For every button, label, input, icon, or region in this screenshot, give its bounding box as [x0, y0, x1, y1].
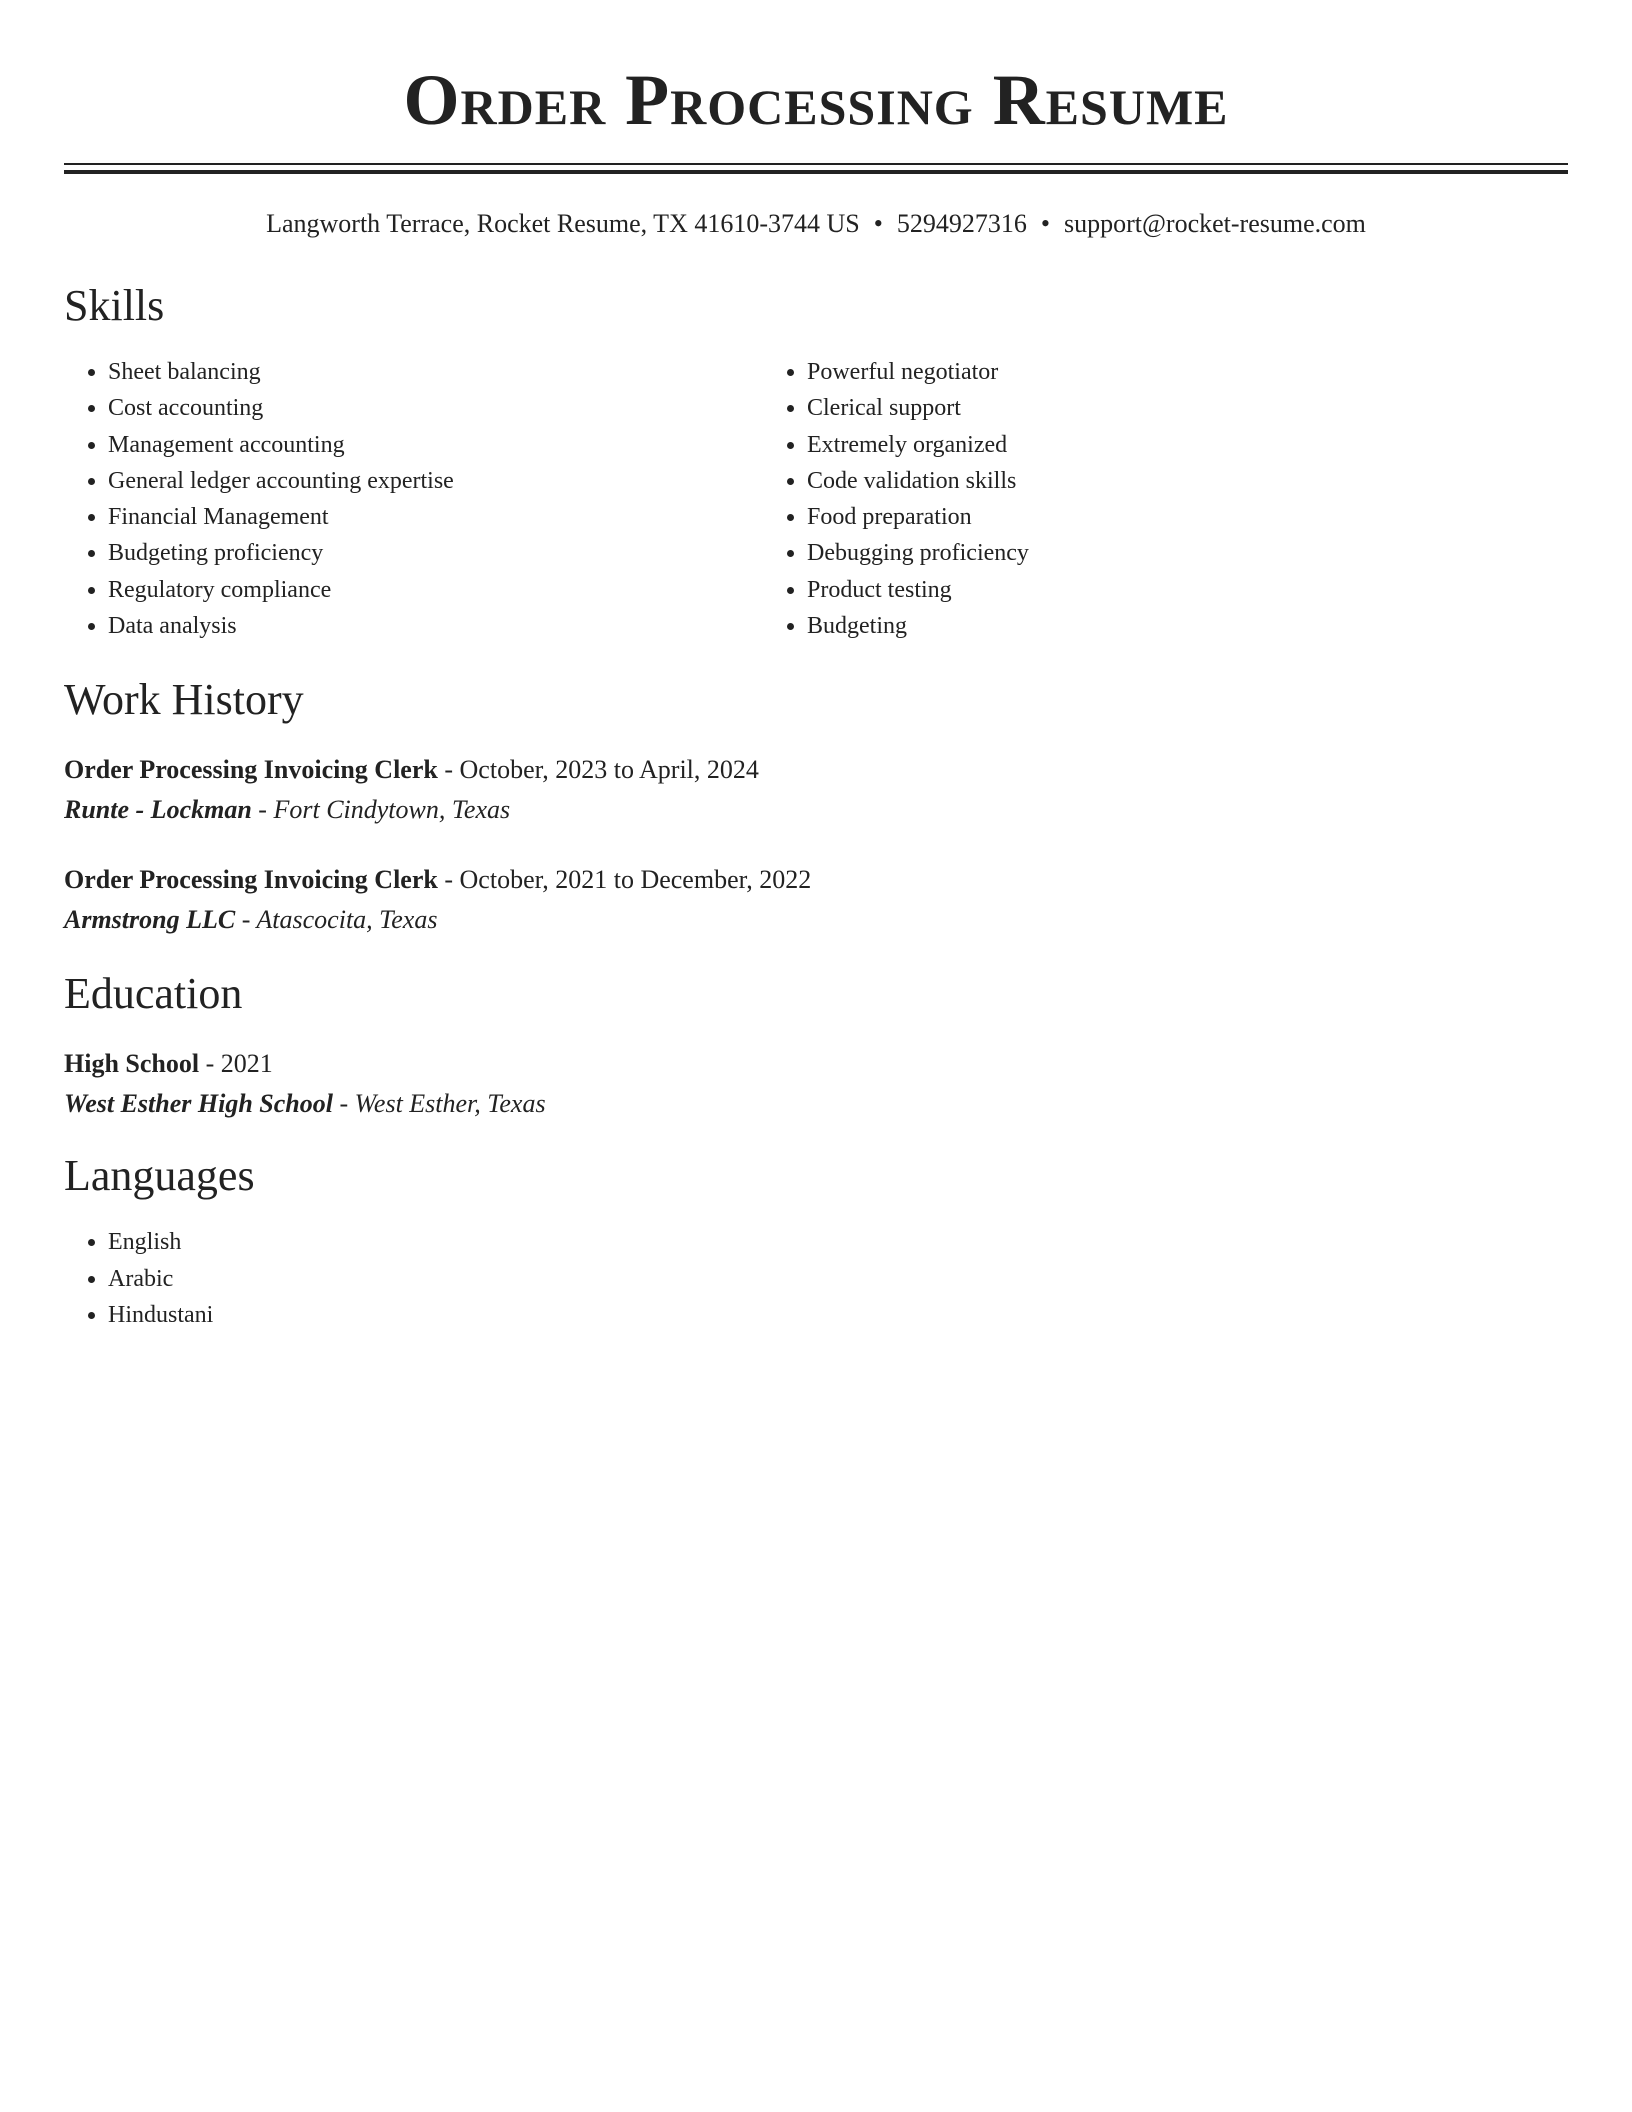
skill-item: • Regulatory compliance	[108, 572, 764, 608]
skill-item: • Budgeting	[807, 608, 1464, 644]
resume-page	[64, 0, 1568, 1333]
job-location: Atascocita, Texas	[256, 905, 438, 935]
job-dates: October, 2021 to December, 2022	[459, 865, 812, 895]
skill-item: • Extremely organized	[807, 427, 1464, 463]
job-entry	[64, 750, 1568, 830]
title-divider-thick	[64, 170, 1568, 174]
skill-item: • Sheet balancing	[108, 354, 764, 390]
education-school: West Esther High School	[64, 1089, 333, 1119]
skill-item: • Powerful negotiator	[807, 354, 1464, 390]
education-location: West Esther, Texas	[354, 1089, 546, 1119]
job-title: Order Processing Invoicing Clerk	[64, 755, 438, 785]
skills-list-left	[64, 354, 764, 644]
job-company: Armstrong LLC	[64, 905, 236, 935]
skills-section	[64, 354, 1568, 644]
languages-heading: Languages	[64, 1151, 255, 1201]
education-degree: High School	[64, 1049, 200, 1079]
skill-item: • Management accounting	[108, 427, 764, 463]
contact-address: Langworth Terrace, Rocket Resume, TX 41610-3744 US	[266, 209, 860, 238]
language-item: • English	[108, 1224, 1568, 1260]
job-dates: October, 2023 to April, 2024	[459, 755, 759, 785]
job-company-line	[64, 790, 1568, 830]
skill-item: • Product testing	[807, 572, 1464, 608]
languages-list	[64, 1224, 1568, 1333]
title-divider-thin	[64, 163, 1568, 165]
job-title-line	[64, 860, 1568, 900]
skills-list-right	[764, 354, 1464, 644]
contact-email: support@rocket-resume.com	[1063, 209, 1366, 238]
job-company-line	[64, 900, 1568, 940]
education-heading: Education	[64, 969, 243, 1019]
skill-item: • Budgeting proficiency	[108, 535, 764, 571]
skills-heading: Skills	[64, 281, 165, 330]
job-entry	[64, 860, 1568, 940]
skill-item: • Food preparation	[807, 499, 1464, 535]
education-degree-line	[64, 1044, 1568, 1084]
skill-item: • Debugging proficiency	[807, 535, 1464, 571]
skill-item: • Cost accounting	[108, 390, 764, 426]
contact-separator: •	[873, 209, 883, 238]
contact-separator: •	[1040, 209, 1050, 238]
skill-item: • Data analysis	[108, 608, 764, 644]
job-title-line	[64, 750, 1568, 790]
job-dash: -	[437, 755, 460, 785]
work-history-heading: Work History	[64, 675, 304, 725]
language-item: • Arabic	[108, 1261, 1568, 1297]
skill-item: • Code validation skills	[807, 463, 1464, 499]
job-company: Runte - Lockman	[64, 795, 252, 825]
job-location: Fort Cindytown, Texas	[273, 795, 511, 825]
skill-item: • General ledger accounting expertise	[108, 463, 764, 499]
skill-item: • Clerical support	[807, 390, 1464, 426]
resume-title: Order Processing Resume	[403, 60, 1229, 140]
education-school-line	[64, 1084, 1568, 1124]
contact-phone: 5294927316	[896, 209, 1027, 238]
job-dash: -	[437, 865, 460, 895]
education-entry	[64, 1044, 1568, 1124]
contact-line	[64, 208, 1568, 240]
job-title: Order Processing Invoicing Clerk	[64, 865, 438, 895]
education-dash: -	[199, 1049, 221, 1079]
education-year: 2021	[220, 1049, 273, 1079]
education-dash: -	[332, 1089, 355, 1119]
skill-item: • Financial Management	[108, 499, 764, 535]
job-dash: -	[235, 905, 257, 935]
language-item: • Hindustani	[108, 1297, 1568, 1333]
job-dash: -	[251, 795, 274, 825]
